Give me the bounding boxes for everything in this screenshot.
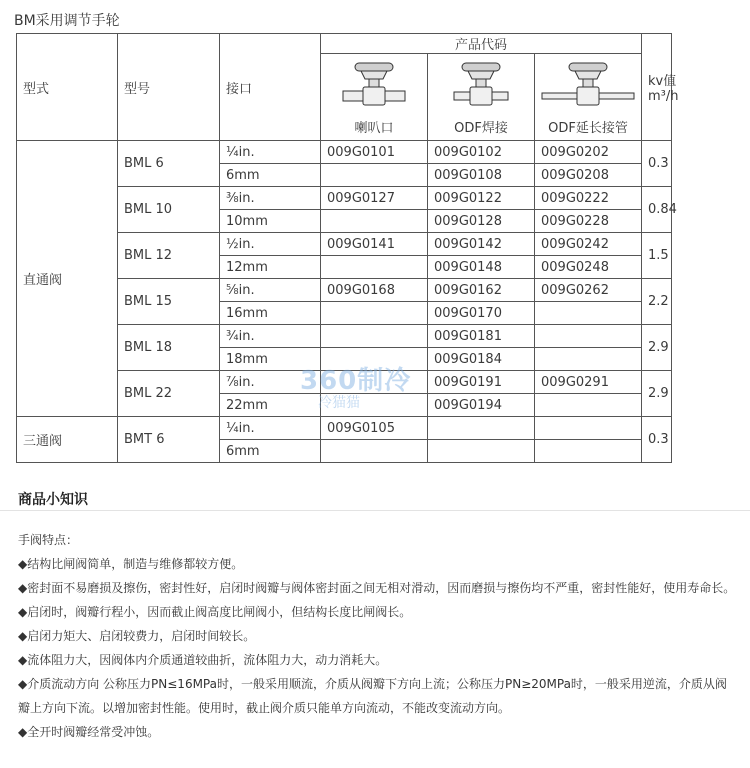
flare-code-cell <box>321 256 428 279</box>
odf-weld-code-cell: 009G0142 <box>428 233 535 256</box>
kv-cell: 2.9 <box>642 325 672 371</box>
knowledge-heading: 商品小知识 <box>18 492 88 508</box>
port-cell: ¾in. <box>220 325 321 348</box>
odf-weld-valve-icon <box>446 59 516 115</box>
flare-code-cell: 009G0141 <box>321 233 428 256</box>
odf-ext-code-cell: 009G0262 <box>535 279 642 302</box>
flare-code-cell: 009G0101 <box>321 141 428 164</box>
knowledge-item: ◆密封面不易磨损及擦伤，密封性好，启闭时阀瓣与阀体密封面之间无相对滑动，因而磨损与擦伤均不严重，密封性能好，使用寿命长。 <box>18 581 736 595</box>
model-cell: BML 6 <box>118 141 220 187</box>
table-row <box>17 417 672 440</box>
odf-ext-code-cell: 009G0208 <box>535 164 642 187</box>
port-cell: 18mm <box>220 348 321 371</box>
flare-code-cell: 009G0105 <box>321 417 428 440</box>
port-cell: 10mm <box>220 210 321 233</box>
flare-code-cell <box>321 210 428 233</box>
type-cell: 三通阀 <box>17 417 118 463</box>
port-cell: ¼in. <box>220 141 321 164</box>
header-odf-weld-label: ODF焊接 <box>454 121 508 136</box>
header-product-code: 产品代码 <box>321 34 642 54</box>
knowledge-item: ◆启闭时，阀瓣行程小，因而截止阀高度比闸阀小，但结构长度比闸阀长。 <box>18 605 412 619</box>
header-model: 型号 <box>118 34 220 141</box>
kv-cell: 2.9 <box>642 371 672 417</box>
odf-weld-code-cell: 009G0181 <box>428 325 535 348</box>
port-cell: ½in. <box>220 233 321 256</box>
flare-code-cell: 009G0127 <box>321 187 428 210</box>
odf-weld-code-cell: 009G0162 <box>428 279 535 302</box>
header-type: 型式 <box>17 34 118 141</box>
odf-ext-code-cell: 009G0291 <box>535 371 642 394</box>
odf-weld-code-cell: 009G0184 <box>428 348 535 371</box>
port-cell: 6mm <box>220 440 321 463</box>
odf-weld-code-cell <box>428 417 535 440</box>
header-odf-ext-label: ODF延长接管 <box>548 121 628 136</box>
kv-cell: 0.3 <box>642 417 672 463</box>
odf-weld-code-cell: 009G0194 <box>428 394 535 417</box>
odf-weld-code-cell: 009G0108 <box>428 164 535 187</box>
odf-weld-code-cell: 009G0122 <box>428 187 535 210</box>
odf-ext-code-cell <box>535 348 642 371</box>
header-odf-ext <box>535 54 642 141</box>
model-cell: BML 22 <box>118 371 220 417</box>
odf-ext-code-cell <box>535 325 642 348</box>
odf-ext-code-cell <box>535 394 642 417</box>
header-port: 接口 <box>220 34 321 141</box>
kv-cell: 1.5 <box>642 233 672 279</box>
port-cell: 22mm <box>220 394 321 417</box>
odf-weld-code-cell: 009G0128 <box>428 210 535 233</box>
knowledge-item: ◆启闭力矩大、启闭较费力，启闭时间较长。 <box>18 629 256 643</box>
knowledge-item: ◆流体阻力大，因阀体内介质通道较曲折，流体阻力大，动力消耗大。 <box>18 653 388 667</box>
odf-ext-code-cell <box>535 440 642 463</box>
odf-ext-code-cell: 009G0248 <box>535 256 642 279</box>
flare-code-cell <box>321 440 428 463</box>
type-cell: 直通阀 <box>17 141 118 417</box>
model-cell: BML 15 <box>118 279 220 325</box>
flare-code-cell <box>321 325 428 348</box>
odf-ext-code-cell: 009G0202 <box>535 141 642 164</box>
port-cell: ⅞in. <box>220 371 321 394</box>
flare-code-cell <box>321 302 428 325</box>
header-kv <box>642 34 679 141</box>
flare-code-cell: 009G0168 <box>321 279 428 302</box>
odf-ext-code-cell: 009G0222 <box>535 187 642 210</box>
header-flare-label: 喇叭口 <box>354 121 394 136</box>
kv-cell: 0.84 <box>642 187 672 233</box>
odf-weld-code-cell: 009G0191 <box>428 371 535 394</box>
odf-weld-code-cell <box>428 440 535 463</box>
kv-cell: 0.3 <box>642 141 672 187</box>
odf-weld-code-cell: 009G0170 <box>428 302 535 325</box>
odf-weld-code-cell: 009G0148 <box>428 256 535 279</box>
flare-code-cell <box>321 164 428 187</box>
model-cell: BMT 6 <box>118 417 220 463</box>
odf-ext-code-cell <box>535 417 642 440</box>
section-divider <box>0 510 750 511</box>
table-row <box>17 141 672 164</box>
odf-ext-code-cell: 009G0242 <box>535 233 642 256</box>
watermark-sub: 冷猫猫 <box>318 395 360 411</box>
model-cell: BML 18 <box>118 325 220 371</box>
watermark: 360制冷 <box>300 366 412 396</box>
page-title: BM采用调节手轮 <box>14 13 120 29</box>
port-cell: 16mm <box>220 302 321 325</box>
header-odf-weld <box>428 54 535 141</box>
odf-ext-code-cell: 009G0228 <box>535 210 642 233</box>
model-cell: BML 12 <box>118 233 220 279</box>
knowledge-item: ◆全开时阀瓣经常受冲蚀。 <box>18 725 160 739</box>
flare-valve-icon <box>339 59 409 115</box>
kv-label: kv值 <box>648 74 677 89</box>
odf-ext-code-cell <box>535 302 642 325</box>
header-flare <box>321 54 428 141</box>
knowledge-item: ◆介质流动方向 公称压力PN≤16MPa时，一般采用顺流，介质从阀瓣下方向上流；公称压力PN≥20MPa时，一般采用逆流，介质从阀瓣上方向下流。以增加密封性能。使用时，截止阀介质只能单方向流动，不能改变流动方向。 <box>18 677 727 715</box>
port-cell: 6mm <box>220 164 321 187</box>
odf-weld-code-cell: 009G0102 <box>428 141 535 164</box>
port-cell: ⅝in. <box>220 279 321 302</box>
odf-ext-valve-icon <box>540 59 636 115</box>
port-cell: 12mm <box>220 256 321 279</box>
kv-unit: m³/h <box>648 89 679 104</box>
port-cell: ¼in. <box>220 417 321 440</box>
port-cell: ⅜in. <box>220 187 321 210</box>
model-cell: BML 10 <box>118 187 220 233</box>
kv-cell: 2.2 <box>642 279 672 325</box>
knowledge-intro: 手阀特点： <box>18 533 79 547</box>
knowledge-item: ◆结构比闸阀简单，制造与维修都较方便。 <box>18 557 244 571</box>
knowledge-notes <box>18 528 738 744</box>
